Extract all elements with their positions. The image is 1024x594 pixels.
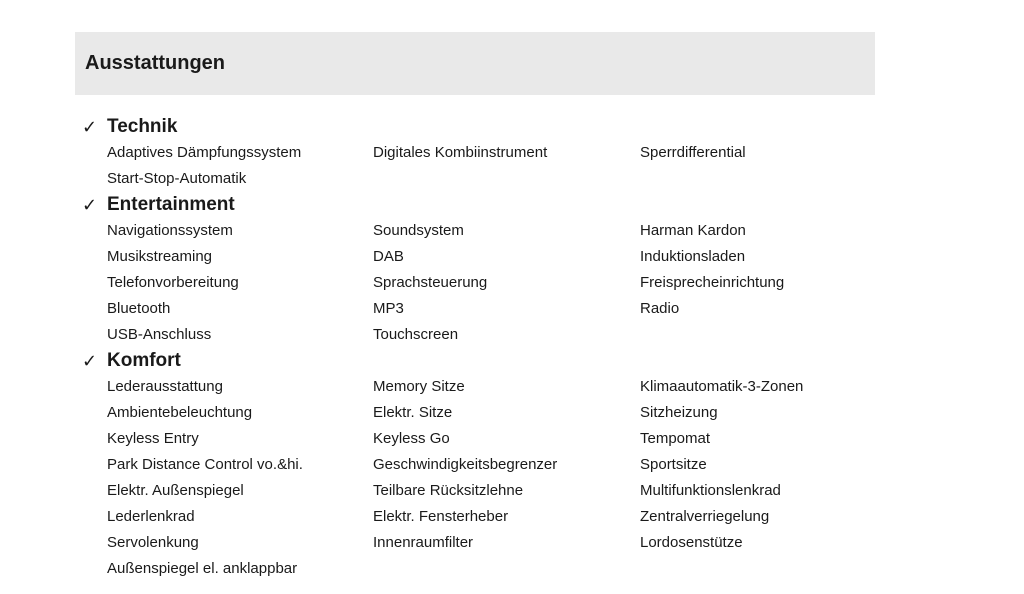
feature-item: Sitzheizung (640, 404, 718, 421)
features-list (80, 114, 870, 582)
feature-item: Bluetooth (107, 300, 171, 317)
feature-grid (107, 140, 870, 192)
feature-item: Harman Kardon (640, 222, 746, 239)
feature-item: Klimaautomatik-3-Zonen (640, 378, 804, 395)
feature-item: Sperrdifferential (640, 144, 746, 161)
feature-item: Lederlenkrad (107, 508, 195, 525)
feature-item: Ambientebeleuchtung (107, 404, 253, 421)
check-icon: ✓ (82, 117, 98, 137)
feature-item: Tempomat (640, 430, 711, 447)
category-title: Entertainment (107, 194, 235, 215)
check-icon: ✓ (82, 195, 98, 215)
feature-item: Soundsystem (373, 222, 464, 239)
feature-item: Digitales Kombiinstrument (373, 144, 548, 161)
category-entertainment (80, 192, 870, 348)
feature-item: Freisprecheinrichtung (640, 274, 785, 291)
feature-item: USB-Anschluss (107, 326, 212, 343)
feature-grid (107, 218, 870, 348)
category-header (80, 192, 870, 218)
feature-item: Zentralverriegelung (640, 508, 770, 525)
feature-item: Start-Stop-Automatik (107, 170, 247, 187)
feature-item: Sportsitze (640, 456, 707, 473)
feature-item: Radio (640, 300, 680, 317)
category-komfort (80, 348, 870, 582)
category-header (80, 114, 870, 140)
feature-item: Touchscreen (373, 326, 459, 343)
feature-item: Keyless Go (373, 430, 450, 447)
feature-item: Keyless Entry (107, 430, 199, 447)
category-title: Komfort (107, 350, 181, 371)
feature-item: Sprachsteuerung (373, 274, 488, 291)
section-header (75, 32, 875, 95)
feature-item: Elektr. Fensterheber (373, 508, 509, 525)
section-title: Ausstattungen (85, 52, 225, 74)
feature-item: Navigationssystem (107, 222, 233, 239)
feature-item: Servolenkung (107, 534, 199, 551)
feature-item: Musikstreaming (107, 248, 213, 265)
feature-item: Telefonvorbereitung (107, 274, 239, 291)
feature-item: DAB (373, 248, 404, 265)
feature-item: Lordosenstütze (640, 534, 743, 551)
feature-item: Elektr. Sitze (373, 404, 453, 421)
check-icon: ✓ (82, 351, 98, 371)
feature-item: Teilbare Rücksitzlehne (373, 482, 524, 499)
category-title: Technik (107, 116, 178, 137)
feature-item: MP3 (373, 300, 404, 317)
feature-item: Außenspiegel el. anklappbar (107, 560, 298, 577)
category-technik (80, 114, 870, 192)
feature-item: Park Distance Control vo.&hi. (107, 456, 303, 473)
feature-item: Multifunktionslenkrad (640, 482, 781, 499)
feature-item: Lederausstattung (107, 378, 223, 395)
feature-item: Geschwindigkeitsbegrenzer (373, 456, 558, 473)
category-header (80, 348, 870, 374)
feature-item: Induktionsladen (640, 248, 746, 265)
feature-grid (107, 374, 870, 582)
feature-item: Adaptives Dämpfungssystem (107, 144, 302, 161)
feature-item: Elektr. Außenspiegel (107, 482, 244, 499)
feature-item: Innenraumfilter (373, 534, 474, 551)
feature-item: Memory Sitze (373, 378, 465, 395)
